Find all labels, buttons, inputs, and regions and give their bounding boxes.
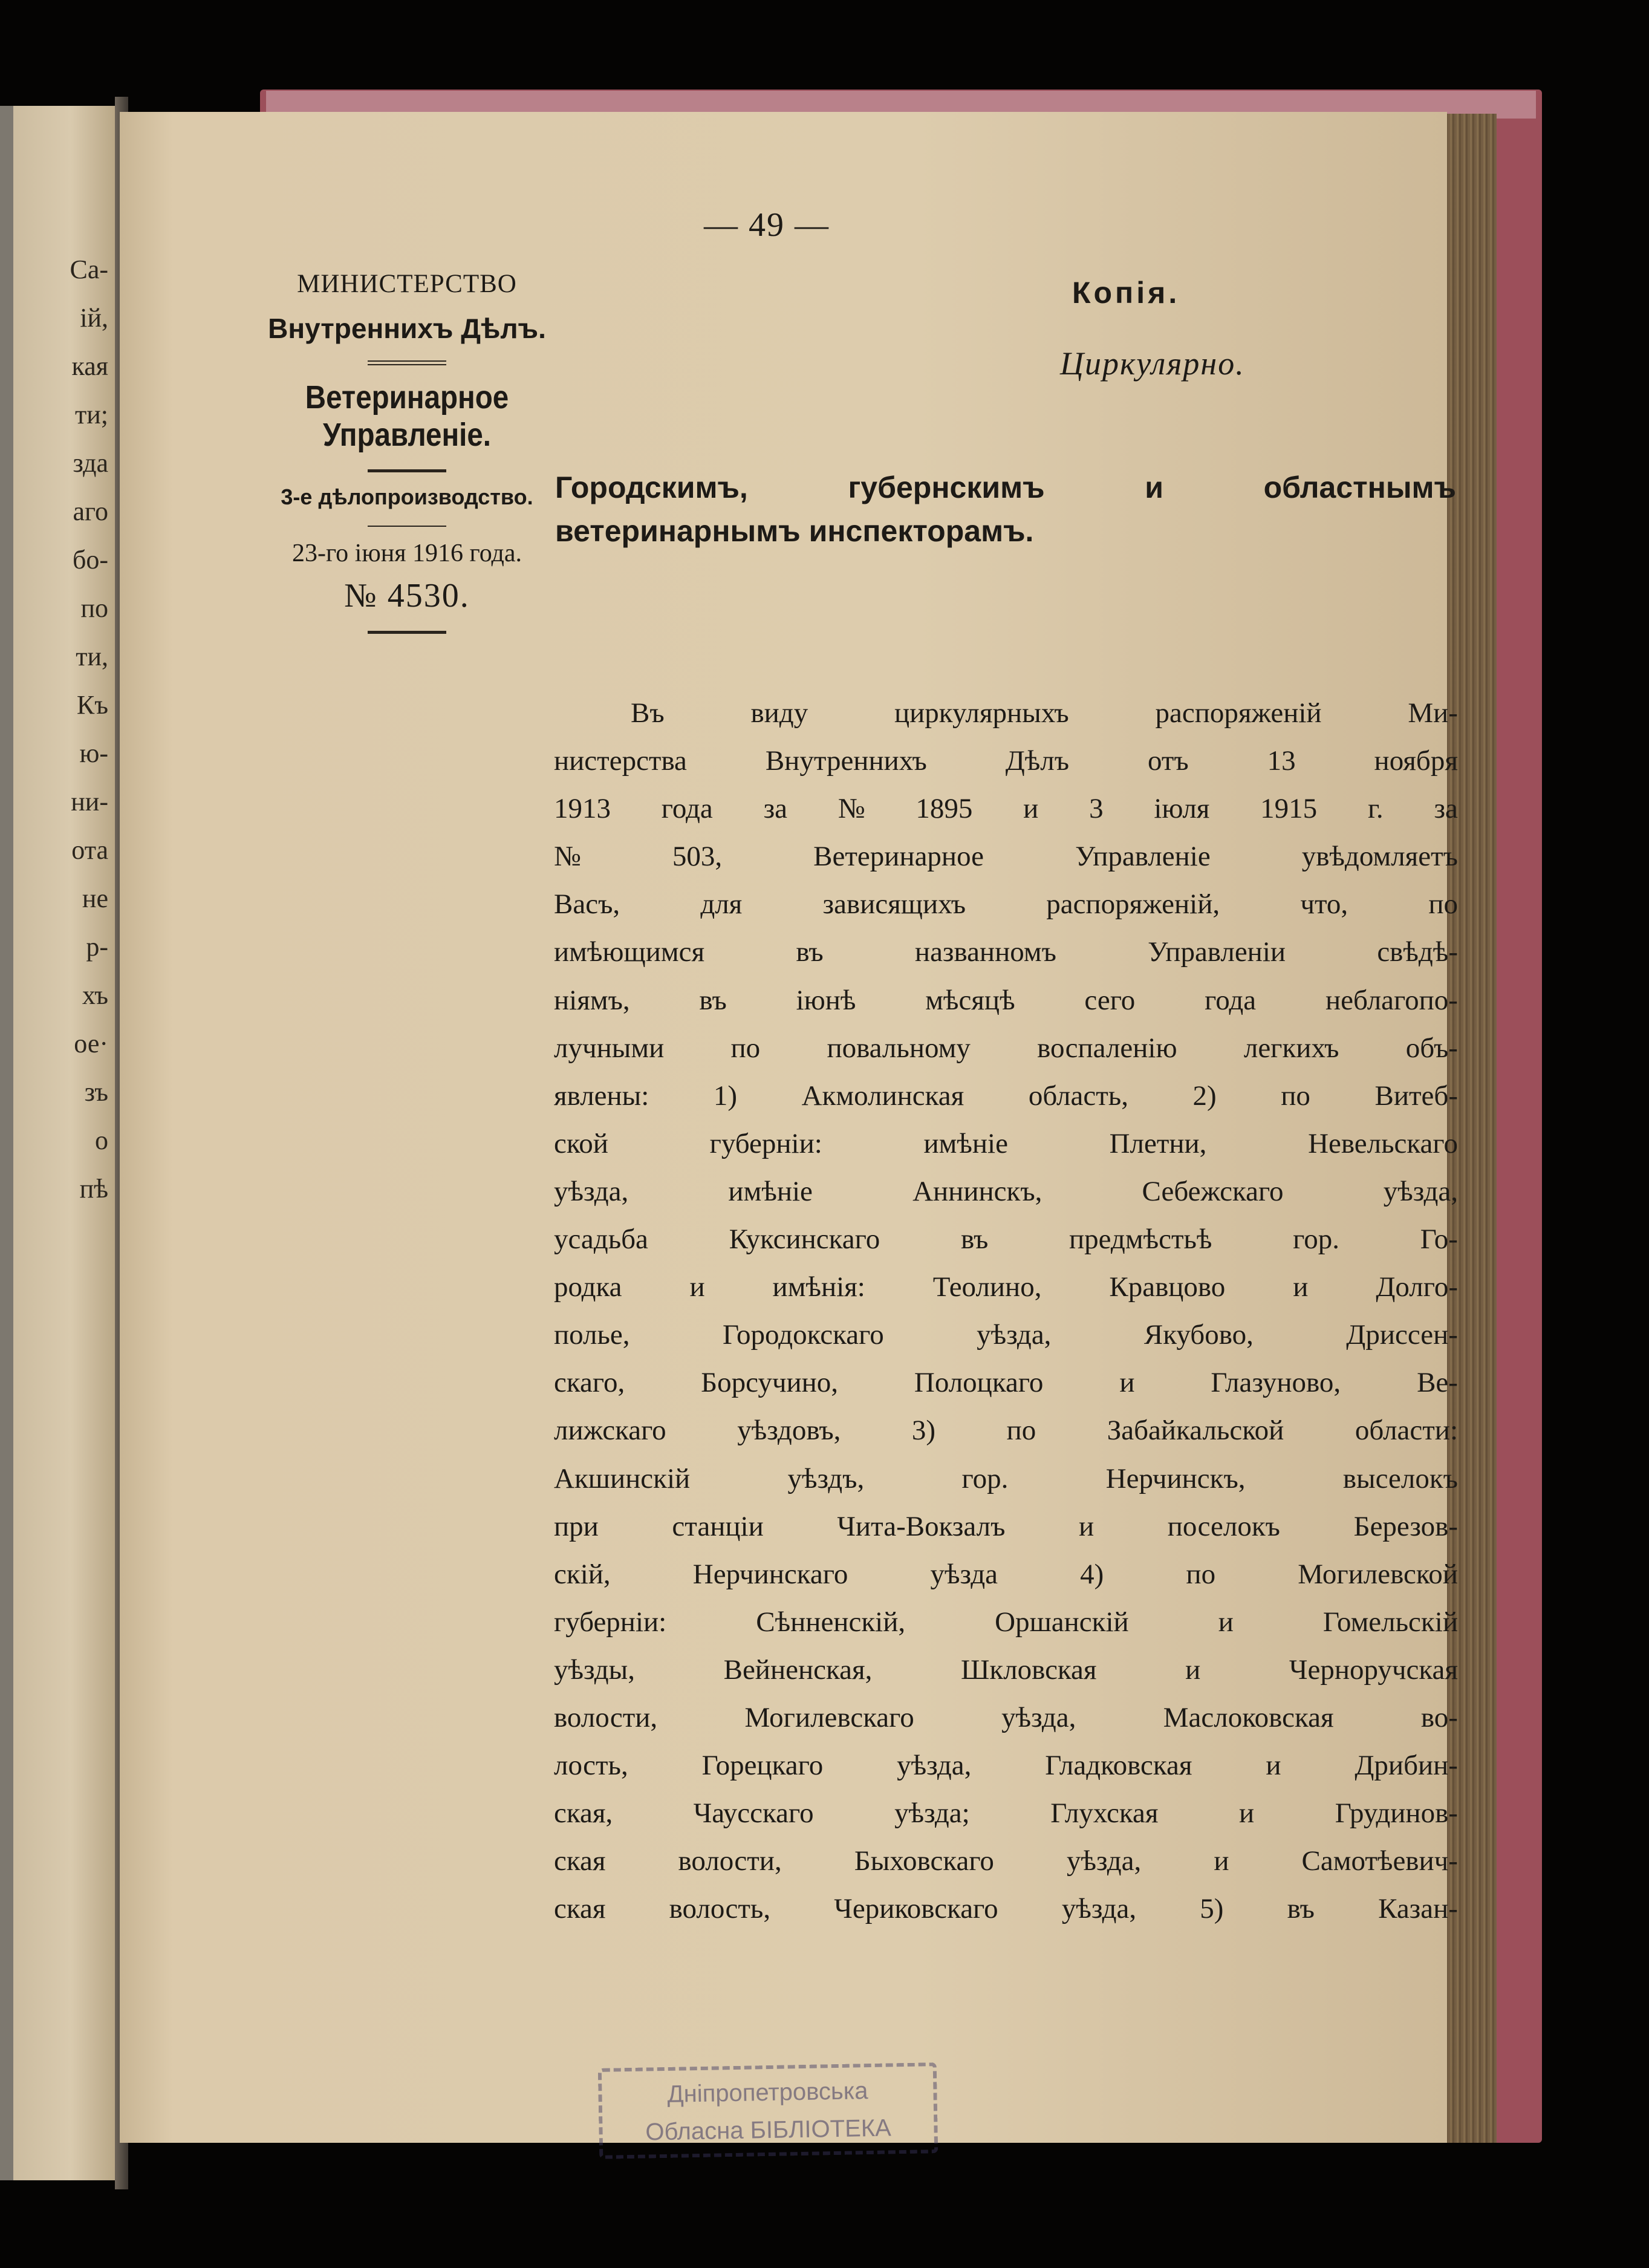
- addressee-word: областнымъ: [1263, 471, 1456, 504]
- body-line: скій, Нерчинскаго уѣзда 4) по Могилевской: [554, 1558, 1458, 1590]
- page-number: — 49 —: [704, 206, 830, 244]
- body-line: Акшинскій уѣздъ, гор. Нерчинскъ, выселокъ: [554, 1462, 1458, 1494]
- body-line: уѣзда, имѣніе Аннинскъ, Себежскаго уѣзда,: [554, 1175, 1458, 1207]
- body-line: явлены: 1) Акмолинская область, 2) по Витеб-: [554, 1080, 1458, 1112]
- left-page-edge: [0, 106, 13, 2180]
- body-line: уѣзды, Вейненская, Шкловская и Черноручская: [554, 1654, 1458, 1686]
- body-line: при станціи Чита-Вокзалъ и поселокъ Березов-: [554, 1510, 1458, 1542]
- department-name: Ветеринарное Управленіе.: [305, 379, 509, 453]
- addressee-word: и: [1145, 471, 1163, 504]
- body-line: Въ виду циркулярныхъ распоряженій Ми-: [631, 697, 1458, 729]
- left-page-word: ти,: [76, 642, 108, 671]
- addressee-line-2: ветеринарнымъ инспекторамъ.: [555, 514, 1034, 548]
- left-page-word: ое·: [74, 1029, 108, 1058]
- left-page-word: бо-: [72, 545, 108, 575]
- divider: [368, 526, 446, 527]
- left-page-word: хъ: [82, 980, 108, 1010]
- body-line: имѣющимся въ названномъ Управленіи свѣдѣ-: [554, 936, 1458, 968]
- body-line: № 503, Ветеринарное Управленіе увѣдомляетъ: [554, 841, 1458, 873]
- body-line: нистерства Внутреннихъ Дѣлъ отъ 13 ноября: [554, 745, 1458, 777]
- left-page-word: Къ: [76, 690, 108, 720]
- circular-label: Циркулярно.: [1060, 345, 1245, 382]
- left-page-word: ти;: [75, 400, 108, 429]
- body-line: 1913 года за № 1895 и 3 іюля 1915 г. за: [554, 793, 1458, 825]
- left-page-word: зъ: [84, 1077, 108, 1107]
- addressee: [555, 466, 1456, 553]
- division-name: 3-е дѣлопроизводство.: [281, 484, 533, 509]
- left-page-word: кая: [71, 351, 108, 381]
- divider: [368, 469, 446, 472]
- body-line: лучными по повальному воспаленію легкихъ объ-: [554, 1032, 1458, 1064]
- stamp-line: Обласна БІБЛІОТЕКА: [645, 2114, 892, 2146]
- left-page-word: Са-: [70, 255, 108, 284]
- left-page-word: аго: [73, 497, 108, 526]
- library-stamp: [598, 2062, 938, 2159]
- body-line: усадьба Куксинскаго въ предмѣстьѣ гор. Го-: [554, 1224, 1458, 1256]
- addressee-line-1: [555, 466, 1456, 509]
- body-line: ская волости, Быховскаго уѣзда, и Самотѣевич-: [554, 1845, 1458, 1877]
- ministry-title: МИНИСТЕРСТВО: [297, 270, 517, 298]
- divider: [368, 360, 446, 365]
- body-text: [554, 689, 1458, 1933]
- stamp-line: Дніпропетровська: [667, 2077, 868, 2108]
- body-line: губерніи: Сѣнненскій, Оршанскій и Гомельскій: [554, 1606, 1458, 1638]
- body-line: лость, Горецкаго уѣзда, Гладковская и Дрибин-: [554, 1750, 1458, 1782]
- left-page-fragment: [0, 106, 118, 2180]
- left-page-word: р-: [86, 932, 108, 962]
- left-page-word: пѣ: [79, 1174, 108, 1204]
- left-page-word: ни-: [71, 787, 108, 816]
- document-page: [120, 112, 1458, 2143]
- left-page-word: зда: [73, 448, 108, 478]
- body-line: лижскаго уѣздовъ, 3) по Забайкальской области:: [554, 1415, 1458, 1447]
- left-page-word: ота: [71, 835, 108, 865]
- copy-label: Копія.: [1072, 276, 1180, 310]
- addressee-word: губернскимъ: [848, 471, 1045, 504]
- document-number: № 4530.: [344, 577, 470, 614]
- addressee-word: Городскимъ,: [555, 471, 748, 504]
- document-date: 23-го іюня 1916 года.: [292, 539, 522, 567]
- letterhead: [241, 269, 573, 634]
- left-page-word: не: [82, 884, 108, 913]
- divider: [368, 631, 446, 634]
- left-page-word: ю-: [79, 738, 108, 768]
- body-line: полье, Городокскаго уѣзда, Якубово, Дриссен-: [554, 1319, 1458, 1351]
- body-line: скаго, Борсучино, Полоцкаго и Глазуново, Ве-: [554, 1367, 1458, 1399]
- body-line: ская, Чаусскаго уѣзда; Глухская и Грудинов-: [554, 1797, 1458, 1830]
- body-line: ская волость, Чериковскаго уѣзда, 5) въ Казан-: [554, 1893, 1458, 1925]
- ministry-subtitle: Внутреннихъ Дѣлъ.: [268, 313, 546, 344]
- body-line: Васъ, для зависящихъ распоряженій, что, по: [554, 888, 1458, 921]
- left-page-word: о: [95, 1126, 108, 1155]
- left-page-word: ій,: [80, 303, 108, 333]
- left-page-word: по: [80, 593, 108, 623]
- body-line: ской губерніи: имѣніе Плетни, Невельскаго: [554, 1127, 1458, 1159]
- body-line: волости, Могилевскаго уѣзда, Маслоковская во-: [554, 1701, 1458, 1733]
- body-line: ніямъ, въ іюнѣ мѣсяцѣ сего года неблагопо-: [554, 984, 1458, 1016]
- body-line: родка и имѣнія: Теолино, Кравцово и Долго-: [554, 1271, 1458, 1303]
